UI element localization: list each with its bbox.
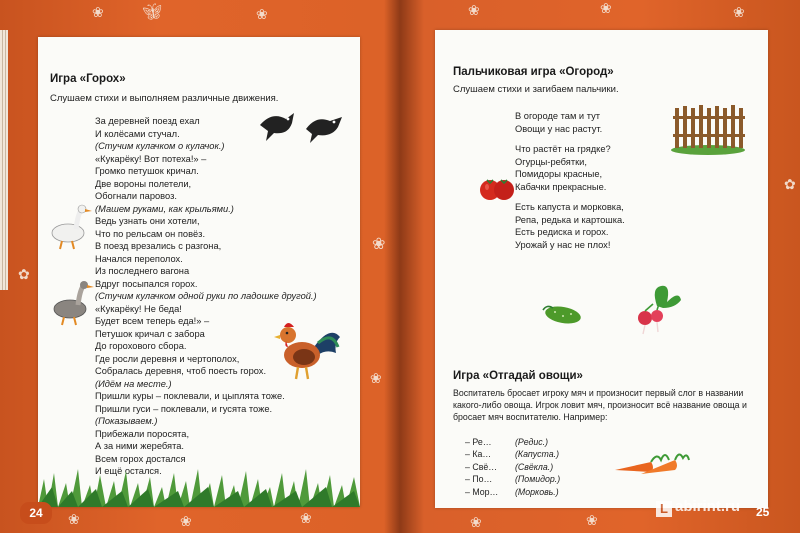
poem-line: Обогнали паровоз. [95, 191, 177, 201]
poem-line: Прибежали поросята, [95, 428, 190, 439]
example-syllable: – Ка… [465, 449, 492, 460]
left-page-intro: Слушаем стихи и выполняем различные движения. [50, 93, 279, 104]
right-page-title: Пальчиковая игра «Огород» [453, 66, 614, 78]
poem-line: Где росли деревня и чертополох, [95, 353, 240, 364]
example-answer: (Редис.) [515, 437, 549, 447]
butterfly-icon: ❀ [733, 5, 745, 21]
butterfly-icon: ❀ [180, 514, 192, 530]
poem-line: Огурцы-ребятки, [515, 156, 587, 167]
poem-line: До горохового сбора. [95, 341, 187, 351]
game2-title: Игра «Отгадай овощи» [453, 370, 583, 382]
grass-illustration [38, 457, 360, 507]
butterfly-icon: ❀ [68, 512, 80, 528]
butterfly-icon: ❀ [370, 371, 382, 387]
example-syllable: – Мор… [465, 486, 499, 497]
poem-line: Что по рельсам он повёз. [95, 228, 206, 239]
poem-line: В огороде там и тут [515, 111, 600, 121]
butterfly-icon: ❀ [586, 513, 598, 529]
example-syllable: – По… [465, 474, 493, 485]
butterfly-icon: ✿ [18, 267, 30, 283]
poem-line: Пришли гуси – поклевали, и гусята тоже. [95, 403, 273, 414]
example-answer: (Помидор.) [515, 474, 561, 485]
butterfly-icon: 🦋︎ [142, 2, 163, 21]
tomato-illustration [479, 176, 515, 202]
butterfly-icon: ❀ [300, 511, 312, 527]
left-page-title: Игра «Горох» [50, 73, 126, 85]
poem-line: Из последнего вагона [95, 266, 190, 276]
poem-line: Урожай у нас не плох! [515, 239, 611, 250]
poem-line: Пришли куры – поклевали, и цыплята тоже. [95, 391, 285, 401]
crows-illustration [258, 107, 348, 147]
butterfly-icon: ✿ [784, 177, 796, 193]
poem-line: За деревней поезд ехал [95, 116, 200, 126]
poem-line: Помидоры красные, [515, 169, 603, 179]
poem-line: Есть капуста и морковка, [515, 202, 624, 212]
butterfly-icon: ❀ [470, 515, 482, 531]
poem-line: Всем горох достался [95, 453, 186, 464]
butterfly-icon: ❀ [372, 234, 386, 253]
watermark-text: abirint.ru [675, 498, 741, 515]
labirint-logo-icon: L [656, 501, 672, 517]
stanza-gap [515, 135, 625, 143]
left-page [38, 37, 360, 507]
poem-line: Репа, редька и картошка. [515, 214, 625, 225]
right-page-poem [515, 110, 625, 251]
game2-text: Воспитатель бросает игроку мяч и произносит первый слог в названии какого-либо овоща. Игрок ловит мяч, произносит всё название овоща и бросает мяч воспитателю. Например: [453, 388, 747, 422]
poem-line: Овощи у нас растут. [515, 123, 603, 134]
radish-illustration [631, 284, 683, 334]
poem-line: Кабачки прекрасные. [515, 181, 607, 192]
poem-line: В поезд врезались с разгона, [95, 241, 222, 251]
butterfly-icon: ❀ [468, 3, 480, 19]
example-row [465, 473, 560, 485]
page-number-left: 24 [20, 502, 52, 524]
butterfly-icon: ❀ [92, 5, 104, 21]
poem-line: «Кукарёку! Не беда! [95, 303, 182, 314]
poem-line: (Машем руками, как крыльями.) [95, 203, 234, 214]
poem-line: Начался переполох. [95, 253, 183, 264]
poem-line: Громко петушок кричал. [95, 166, 199, 176]
poem-line: «Кукарёку! Вот потеха!» – [95, 153, 207, 164]
right-page-intro: Слушаем стихи и загибаем пальчики. [453, 84, 619, 95]
example-row [465, 461, 560, 473]
butterfly-icon: ❀ [256, 7, 268, 23]
poem-line: Петушок кричал с забора [95, 328, 205, 339]
poem-line: И ещё остался. [95, 466, 162, 476]
example-answer: (Морковь.) [515, 486, 559, 497]
example-row [465, 486, 560, 498]
poem-line: Две вороны полетели, [95, 178, 192, 189]
examples-table [465, 436, 560, 498]
example-answer: (Капуста.) [515, 449, 560, 460]
watermark [656, 498, 740, 517]
poem-line: А за ними жеребята. [95, 441, 184, 451]
example-syllable: – Свё… [465, 461, 498, 472]
stanza-gap [515, 193, 625, 201]
poem-line: Что растёт на грядке? [515, 144, 611, 154]
poem-line: (Идём на месте.) [95, 378, 172, 389]
rooster-illustration [274, 317, 344, 381]
butterfly-icon: ❀ [600, 1, 612, 17]
example-syllable: – Ре… [465, 437, 492, 447]
right-page [435, 30, 768, 508]
example-answer: (Свёкла.) [515, 461, 554, 472]
poem-line: Ведь узнать они хотели, [95, 216, 200, 226]
example-row [465, 436, 560, 448]
page-edges [0, 30, 8, 290]
poem-line: (Стучим кулачком одной руки по ладошке другой.) [95, 291, 317, 301]
poem-line: И колёсами стучал. [95, 128, 180, 139]
goose-illustration [48, 203, 94, 251]
example-row [465, 448, 560, 460]
poem-line: Будет всем теперь еда!» – [95, 316, 210, 326]
fence-illustration [671, 102, 745, 154]
poem-line: (Показываем.) [95, 416, 158, 426]
goose-illustration [50, 279, 96, 327]
page-number-right: 25 [756, 505, 770, 519]
left-page-poem [95, 115, 317, 478]
poem-line: Вдруг посыпался горох. [95, 278, 198, 289]
cucumber-illustration [539, 300, 587, 328]
poem-line: Собралась деревня, чтоб поесть горох. [95, 366, 267, 376]
poem-line: Есть редиска и горох. [515, 227, 609, 237]
carrot-illustration [613, 448, 689, 478]
poem-line: (Стучим кулачком о кулачок.) [95, 141, 225, 151]
